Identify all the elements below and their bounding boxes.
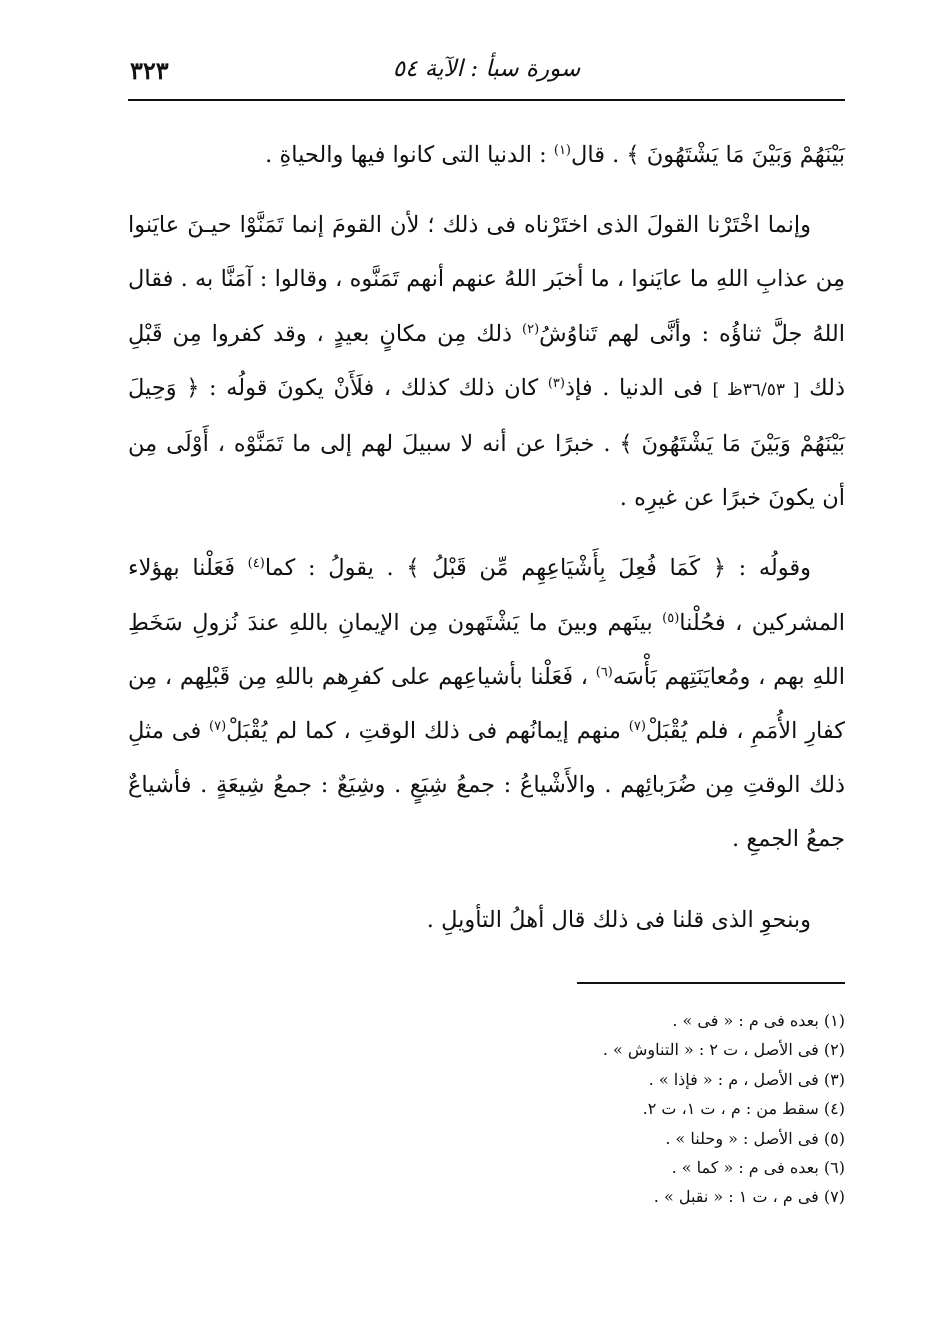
page-number: ٣٢٣	[130, 56, 169, 85]
paragraph-4: وبنحوِ الذى قلنا فى ذلك قال أهلُ التأويلِ .	[426, 906, 811, 933]
footnote-1: (١) بعده فى م : « فى » .	[672, 1011, 845, 1030]
footnote-4: (٤) سقط من : م ، ت ١، ت ٢.	[642, 1099, 845, 1119]
text-run: بينَهم وبينَ ما يَشْتَهون مِن الإيمانِ باللهِ عندَ نُزولِ سَخَطِ اللهِ بهم ، ومُعايَنَتِهم بَأْسَه	[128, 609, 845, 690]
manuscript-folio-marker: [ ٣٦/٥٣ظ ]	[712, 379, 800, 400]
header-divider	[128, 99, 845, 101]
footnote-3: (٣) فى الأصل ، م : « فإذا » .	[648, 1069, 845, 1089]
page-header	[128, 50, 845, 96]
footnote-marker: (٤)	[247, 556, 265, 572]
text-run: فى مثلِ ذلك الوقتِ مِن ضُرَبائِهم . والأَشْياعُ : جمعُ شِيَعٍ . وشِيَعٌ : جمعُ شِيعَةٍ . فأشياعٌ جمعُ الجمعِ .	[128, 718, 845, 853]
text-run: فَعَلْنا بهؤلاء المشركين ، فحُلْنا	[128, 555, 845, 636]
text-run: ذلك مِن مكانٍ بعيدٍ ، وقد كفروا مِن قَبْلِ ذلك	[128, 320, 845, 401]
text-run: وإنما اخْتَرْنا القولَ الذى اختَرْناه فى ذلك ؛ لأن القومَ إنما تَمَنَّوْا حيـنَ عايَنوا مِن عذابِ اللهِ ما عايَنوا ، ما أخبَر اللهُ عنهم أنهم تَمَنَّوه ، وقالوا : آمَنَّا به . فقال اللهُ جلَّ ثناؤُه : وأنَّى لهم تَناوُشُ	[128, 212, 845, 347]
footnote-marker: (٧)	[628, 719, 646, 735]
footnote-5: (٥) فى الأصل : « وحلنا » .	[665, 1128, 845, 1148]
text-run: : الدنيا التى كانوا فيها والحياةِ .	[265, 142, 554, 168]
footnote-marker: (٢)	[522, 321, 540, 337]
footnote-divider	[577, 982, 845, 984]
paragraph-3	[128, 541, 845, 866]
text-run: فى الدنيا . فإذ	[564, 374, 713, 401]
footnote-6: (٦) بعده فى م : « كما » .	[671, 1158, 845, 1178]
text-run: منهم إيمانُهم فى ذلك الوقتِ ، كما لم يُقْبَلْ	[226, 718, 629, 745]
footnote-marker: (٧)	[209, 719, 227, 735]
paragraph-1	[128, 128, 845, 182]
footnote-marker: (٦)	[595, 664, 613, 680]
running-title: سورة سبأ : الآية ٥٤	[392, 56, 581, 82]
footnote-marker: (٥)	[662, 610, 680, 626]
text-run: بَيْنَهُمْ وَبَيْنَ مَا يَشْتَهُونَ ﴾ . قال	[571, 142, 845, 168]
footnote-2: (٢) فى الأصل ، ت ٢ : « التناوش » .	[602, 1040, 845, 1060]
text-run: وقولُه : ﴿ كَمَا فُعِلَ بِأَشْيَاعِهِم مِّن قَبْلُ ﴾ . يقولُ : كما	[264, 555, 811, 582]
footnote-marker: (٣)	[547, 375, 565, 391]
text-run: ، فَعَلْنا بأشياعِهم على كفرِهم باللهِ مِن قَبْلِهم ، مِن كفارِ الأُمَمِ ، فلم يُقْبَلْ	[128, 663, 846, 745]
text-run: كان ذلك كذلك ، فلَأَنْ يكونَ قولُه : ﴿ وَحِيلَ بَيْنَهُمْ وَبَيْنَ مَا يَشْتَهُونَ ﴾ . خبرًا عن أنه لا سبيلَ لهم إلى ما تَمَنَّوْه ، أَوْلَى مِن أن يكونَ خبرًا عن غيرِه .	[128, 374, 845, 512]
footnotes	[400, 1006, 845, 1212]
main-text	[128, 128, 845, 947]
paragraph-2	[128, 198, 845, 525]
footnote-7: (٧) فى م ، ت ١ : « نقبل » .	[653, 1187, 845, 1207]
footnote-marker: (١)	[553, 143, 571, 158]
